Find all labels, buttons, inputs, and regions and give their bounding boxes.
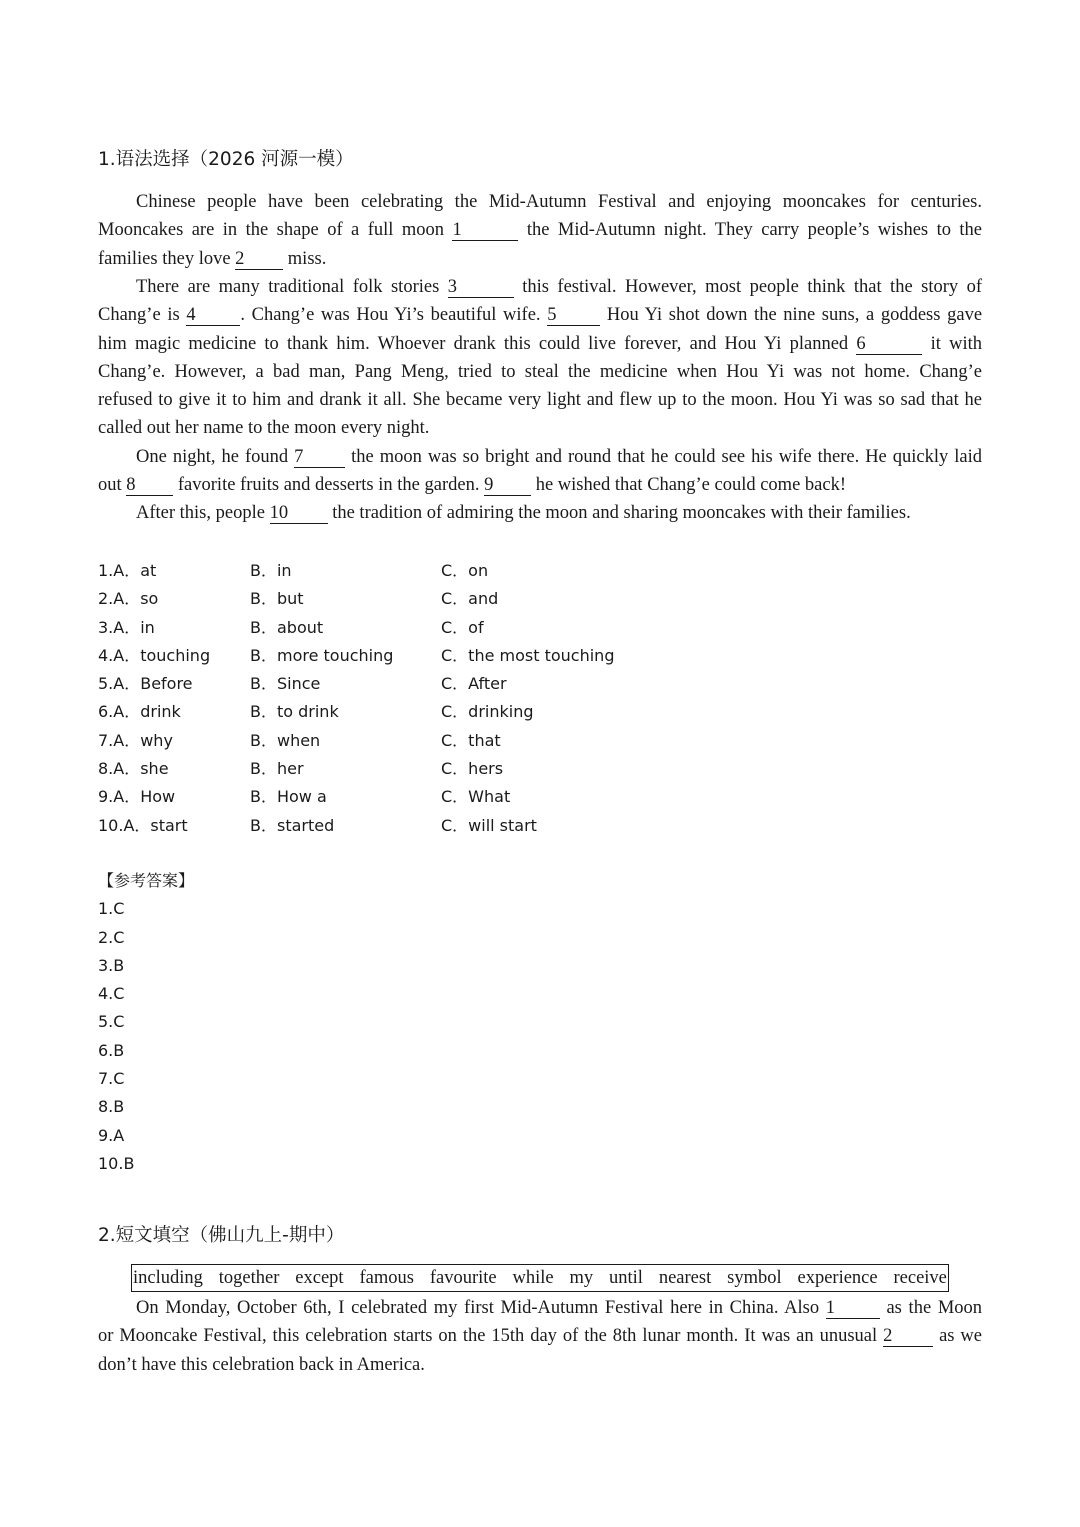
- option-b: B．to drink: [250, 702, 339, 722]
- word-bank-box: [131, 1264, 949, 1292]
- text-line: [98, 471, 982, 499]
- answer-item: 3.B: [98, 955, 125, 975]
- option-row: [98, 783, 798, 811]
- blank-10: 10: [270, 503, 328, 524]
- option-a: 6.A．drink: [98, 702, 181, 722]
- option-row: [98, 585, 798, 613]
- text-run: . Chang’e was Hou Yi’s beautiful wife.: [240, 305, 541, 326]
- text-line: [98, 216, 982, 244]
- text-run: miss.: [287, 248, 327, 269]
- blank-4: 4: [186, 305, 240, 326]
- blank-3: 3: [448, 277, 514, 298]
- word-bank-word: favourite: [429, 1268, 497, 1288]
- answer-item: 9.A: [98, 1125, 125, 1145]
- text-line: [98, 273, 982, 301]
- text-run: families they love: [98, 248, 231, 269]
- answer-item: 5.C: [98, 1012, 125, 1032]
- text-run: it with: [930, 333, 983, 354]
- text-run: After this, people: [136, 503, 265, 523]
- option-row: [98, 557, 798, 585]
- option-row: [98, 698, 798, 726]
- blank-8: 8: [126, 475, 173, 496]
- text-line: [98, 443, 982, 471]
- option-b: B．her: [250, 759, 304, 779]
- word-bank-word: nearest: [658, 1268, 712, 1288]
- option-c: C．will start: [441, 815, 537, 835]
- word-bank-word: except: [295, 1268, 344, 1288]
- text-run: Chang’e is: [98, 305, 180, 326]
- option-a: 1.A．at: [98, 561, 157, 580]
- option-c: C．After: [441, 674, 507, 694]
- text-run: favorite fruits and desserts in the garden.: [177, 475, 480, 496]
- option-c: C．of: [441, 617, 484, 637]
- text-line: [98, 245, 982, 273]
- option-row: [98, 642, 798, 670]
- blank-6: 6: [856, 334, 922, 355]
- word-bank-word: while: [512, 1268, 554, 1288]
- text-run: out: [98, 475, 122, 496]
- text-run: Mooncakes are in the shape of a full moon: [98, 220, 444, 241]
- option-b: B．Since: [250, 674, 321, 694]
- option-b: B．when: [250, 730, 321, 750]
- word-bank-word: experience: [797, 1268, 878, 1288]
- option-row: [98, 812, 798, 840]
- answer-key-title: 【参考答案】: [98, 871, 195, 890]
- text-line: Chang’e. However, a bad man, Pang Meng, tried to steal the medicine when Hou Yi was not home. Chang’e: [98, 361, 982, 382]
- text-line: [98, 330, 982, 358]
- answer-item: 4.C: [98, 984, 125, 1004]
- blank-1: 1: [826, 1298, 880, 1319]
- text-line: called out her name to the moon every night.: [98, 418, 430, 439]
- word-bank-word: my: [569, 1268, 594, 1288]
- text-line: [98, 301, 982, 329]
- word-bank-word: together: [218, 1268, 280, 1288]
- text-run: Hou Yi shot down the nine suns, a goddess gave: [606, 305, 983, 326]
- blank-2: 2: [883, 1326, 933, 1347]
- text-run: There are many traditional folk stories: [136, 277, 440, 297]
- answer-item: 2.C: [98, 927, 125, 947]
- passage-paragraph-3: [98, 443, 982, 500]
- text-line: refused to give it to him and drank it all. She became very light and flew up to the moon. Hou Yi was so sad that he: [98, 390, 982, 411]
- option-a: 5.A．Before: [98, 674, 193, 694]
- option-a: 2.A．so: [98, 589, 159, 609]
- word-bank-word: famous: [359, 1268, 414, 1288]
- blank-7: 7: [294, 447, 345, 468]
- passage-2-paragraph-1: [98, 1294, 982, 1379]
- text-run: or Mooncake Festival, this celebration starts on the 15th day of the 8th lunar month. It was an unusual: [98, 1326, 878, 1347]
- option-a: 9.A．How: [98, 787, 176, 807]
- option-b: B．but: [250, 589, 304, 609]
- answer-key: [98, 867, 194, 1178]
- option-a: 4.A．touching: [98, 645, 211, 665]
- option-row: [98, 614, 798, 642]
- option-a: 10.A．start: [98, 815, 188, 835]
- option-c: C．and: [441, 589, 499, 609]
- section-1-heading: 1.语法选择（2026 河源一模）: [98, 149, 354, 170]
- blank-1: 1: [452, 220, 518, 241]
- text-line: [98, 1294, 982, 1322]
- section-2-heading: 2.短文填空（佛山九上-期中）: [98, 1225, 345, 1246]
- text-run: One night, he found: [136, 447, 289, 467]
- option-c: C．that: [441, 730, 501, 750]
- option-b: B．in: [250, 561, 292, 580]
- text-run: he wished that Chang’e could come back!: [535, 475, 846, 496]
- option-b: B．started: [250, 815, 335, 835]
- option-c: C．What: [441, 787, 511, 807]
- passage-paragraph-2: [98, 273, 982, 443]
- option-row: [98, 727, 798, 755]
- text-run: the Mid-Autumn night. They carry people’s wishes to the: [526, 220, 983, 241]
- option-b: B．more touching: [250, 645, 394, 665]
- passage-paragraph-4: [98, 499, 982, 527]
- option-row: [98, 755, 798, 783]
- text-line: don’t have this celebration back in America.: [98, 1354, 425, 1375]
- option-c: C．on: [441, 561, 489, 580]
- option-a: 8.A．she: [98, 759, 169, 779]
- text-run: the moon was so bright and round that he could see his wife there. He quickly laid: [351, 447, 983, 467]
- blank-5: 5: [547, 305, 600, 326]
- blank-9: 9: [484, 475, 531, 496]
- text-run: him magic medicine to thank him. Whoever drank this could live forever, and Hou Yi planned: [98, 333, 849, 354]
- option-b: B．about: [250, 617, 324, 637]
- option-row: [98, 670, 798, 698]
- word-bank-word: including: [133, 1268, 203, 1288]
- text-run: this festival. However, most people think that the story of: [522, 277, 983, 297]
- option-a: 3.A．in: [98, 617, 155, 637]
- word-bank-word: symbol: [727, 1268, 782, 1288]
- word-bank-word: receive: [893, 1268, 947, 1288]
- option-c: C．drinking: [441, 702, 534, 722]
- text-line: [98, 499, 982, 527]
- options-list: [98, 557, 798, 840]
- blank-2: 2: [235, 249, 283, 270]
- answer-item: 1.C: [98, 899, 125, 919]
- option-c: C．the most touching: [441, 645, 615, 665]
- text-line: Chinese people have been celebrating the Mid-Autumn Festival and enjoying mooncakes for centuries.: [136, 192, 982, 212]
- word-bank-word: until: [609, 1268, 643, 1288]
- answer-item: 6.B: [98, 1040, 125, 1060]
- text-run: as we: [939, 1326, 982, 1347]
- answer-item: 10.B: [98, 1153, 135, 1173]
- answer-item: 7.C: [98, 1069, 125, 1089]
- answer-item: 8.B: [98, 1097, 125, 1117]
- passage-paragraph-1: [98, 188, 982, 273]
- option-c: C．hers: [441, 759, 504, 779]
- text-run: the tradition of admiring the moon and sharing mooncakes with their families.: [332, 503, 911, 523]
- option-b: B．How a: [250, 787, 327, 807]
- text-run: as the Moon: [886, 1298, 983, 1318]
- option-a: 7.A．why: [98, 730, 173, 750]
- text-line: [98, 1322, 982, 1350]
- text-run: On Monday, October 6th, I celebrated my first Mid-Autumn Festival here in China. Also: [136, 1298, 820, 1318]
